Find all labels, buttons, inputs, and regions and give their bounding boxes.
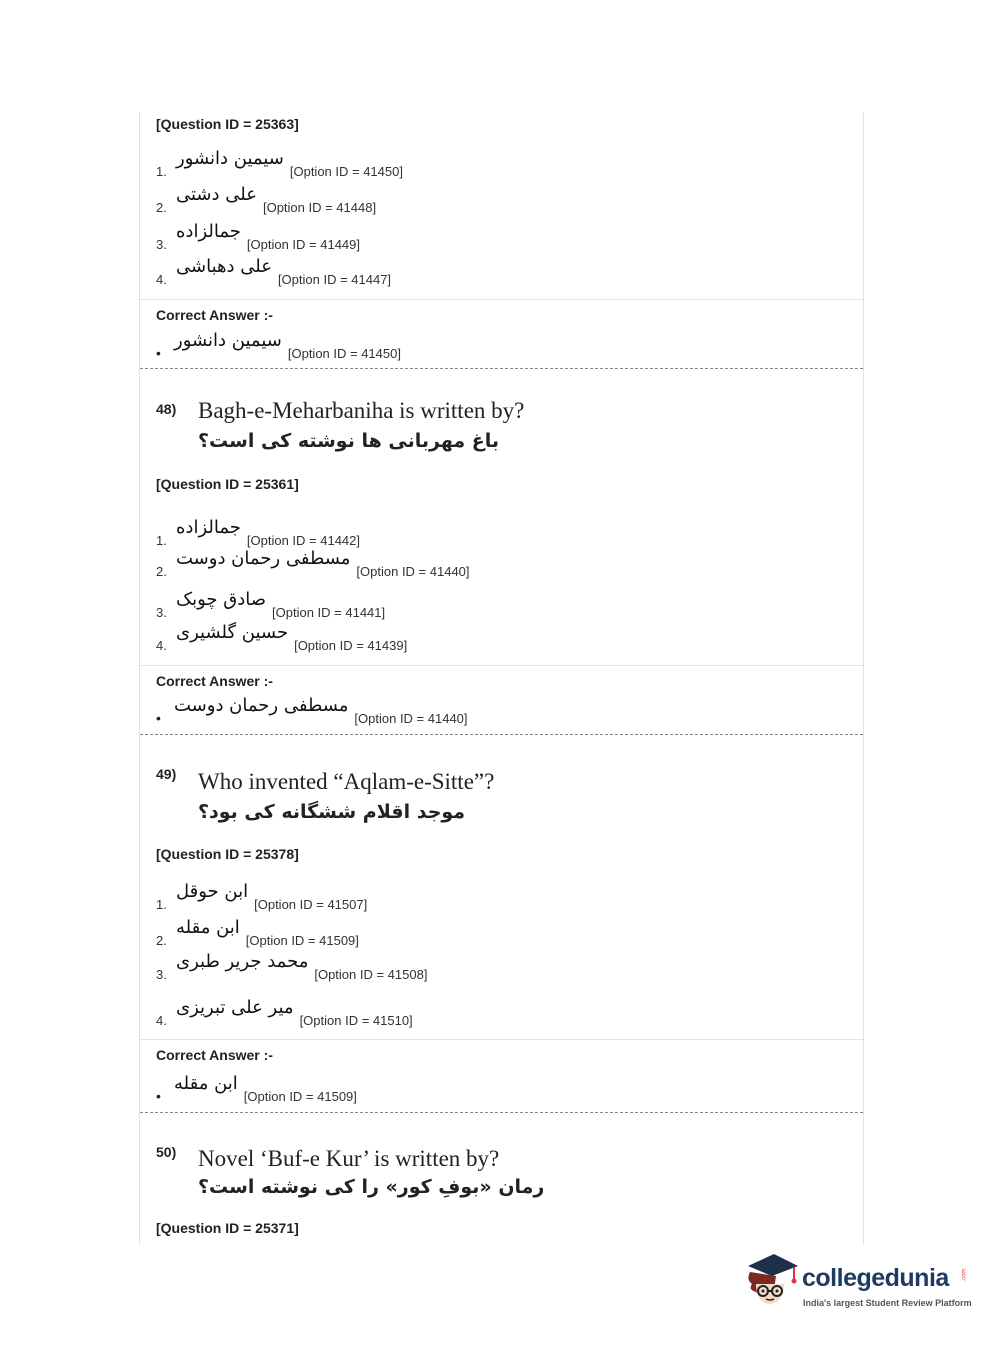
option-text: جمالزاده [176,517,241,538]
collegedunia-logo [742,1250,972,1320]
question-sheet [139,112,864,1244]
option-item[interactable] [156,184,377,217]
question-separator [140,368,863,369]
option-text: جمالزاده [176,221,241,242]
question-id: [Question ID = 25363] [156,116,299,132]
question-text-persian: موجد اقلام ششگانه کی بود؟ [198,801,466,823]
option-text: علی دشتی [176,184,257,205]
question-text-persian: باغ مهربانی ها نوشته کی است؟ [198,430,499,452]
bullet: • [156,1088,161,1104]
option-id: [Option ID = 41448] [262,200,377,215]
option-item[interactable] [156,917,359,950]
option-id: [Option ID = 41441] [272,605,386,620]
option-number: 3. [156,967,167,982]
logo-dotcom: .com [961,1268,968,1282]
option-item[interactable] [156,256,392,289]
option-text: میر علی تبریزی [176,997,294,1018]
option-id: [Option ID = 41439] [294,638,408,653]
option-item[interactable] [156,881,368,914]
option-id: [Option ID = 41510] [299,1013,413,1028]
option-id: [Option ID = 41447] [277,272,392,287]
correct-answer-text: سیمین دانشور [174,330,282,351]
question-separator [140,734,863,735]
option-text: علی دهباشی [176,256,272,277]
question-id: [Question ID = 25361] [156,476,299,492]
option-item[interactable] [156,548,470,581]
option-number: 4. [156,1013,167,1028]
correct-answer-text: ابن مقله [174,1073,238,1094]
option-text: سیمین دانشور [176,148,284,169]
section-divider [140,1039,863,1040]
option-id: [Option ID = 41507] [254,897,368,912]
mascot-icon [742,1250,800,1312]
correct-answer-label: Correct Answer :- [156,1047,273,1063]
question-text-english: Bagh-e-Meharbaniha is written by? [198,398,525,423]
question-text-english: Who invented “Aqlam-e-Sitte”? [198,769,495,794]
option-id: [Option ID = 41509] [245,933,359,948]
correct-answer-option-id: [Option ID = 41440] [354,711,468,726]
option-item[interactable] [156,148,403,181]
option-text: مسطفی رحمان دوست [176,548,351,569]
question-separator [140,1112,863,1113]
correct-answer-text: مسطفی رحمان دوست [174,695,349,716]
question-number: 50) [156,1144,177,1160]
option-id: [Option ID = 41450] [289,164,403,179]
question-text-english: Novel ‘Buf-e Kur’ is written by? [198,1146,500,1171]
option-number: 3. [156,237,167,252]
option-item[interactable] [156,517,360,550]
option-text: صادق چوبک [176,589,267,610]
option-number: 3. [156,605,167,620]
option-text: ابن مقله [176,917,240,938]
option-id: [Option ID = 41449] [246,237,360,252]
option-number: 2. [156,933,167,948]
option-number: 1. [156,533,167,548]
bullet: • [156,710,161,726]
correct-answer [156,1073,357,1106]
option-text: ابن حوقل [176,881,249,902]
option-id: [Option ID = 41440] [356,564,470,579]
question-number: 48) [156,401,177,417]
section-divider [140,299,863,300]
option-number: 2. [156,564,167,579]
option-number: 1. [156,164,167,179]
bullet: • [156,345,161,361]
option-text: حسین گلشیری [176,622,289,643]
logo-tagline: India's largest Student Review Platform [803,1298,972,1308]
option-item[interactable] [156,589,386,622]
option-number: 4. [156,638,167,653]
option-item[interactable] [156,622,408,655]
correct-answer-option-id: [Option ID = 41509] [243,1089,357,1104]
option-id: [Option ID = 41442] [246,533,360,548]
correct-answer [156,330,401,363]
option-number: 1. [156,897,167,912]
correct-answer-label: Correct Answer :- [156,673,273,689]
correct-answer-option-id: [Option ID = 41450] [287,346,401,361]
question-id: [Question ID = 25378] [156,846,299,862]
logo-wordmark: collegedunia [802,1264,949,1292]
option-item[interactable] [156,221,360,254]
question-number: 49) [156,766,177,782]
option-text: محمد جریر طبری [176,951,309,972]
option-id: [Option ID = 41508] [314,967,428,982]
question-id: [Question ID = 25371] [156,1220,299,1236]
option-number: 2. [156,200,167,215]
option-number: 4. [156,272,167,287]
option-item[interactable] [156,951,428,984]
correct-answer-label: Correct Answer :- [156,307,273,323]
question-text-persian: رمان «بوفِ کور» را کی نوشته است؟ [198,1176,545,1198]
option-item[interactable] [156,997,413,1030]
correct-answer [156,695,468,728]
section-divider [140,665,863,666]
